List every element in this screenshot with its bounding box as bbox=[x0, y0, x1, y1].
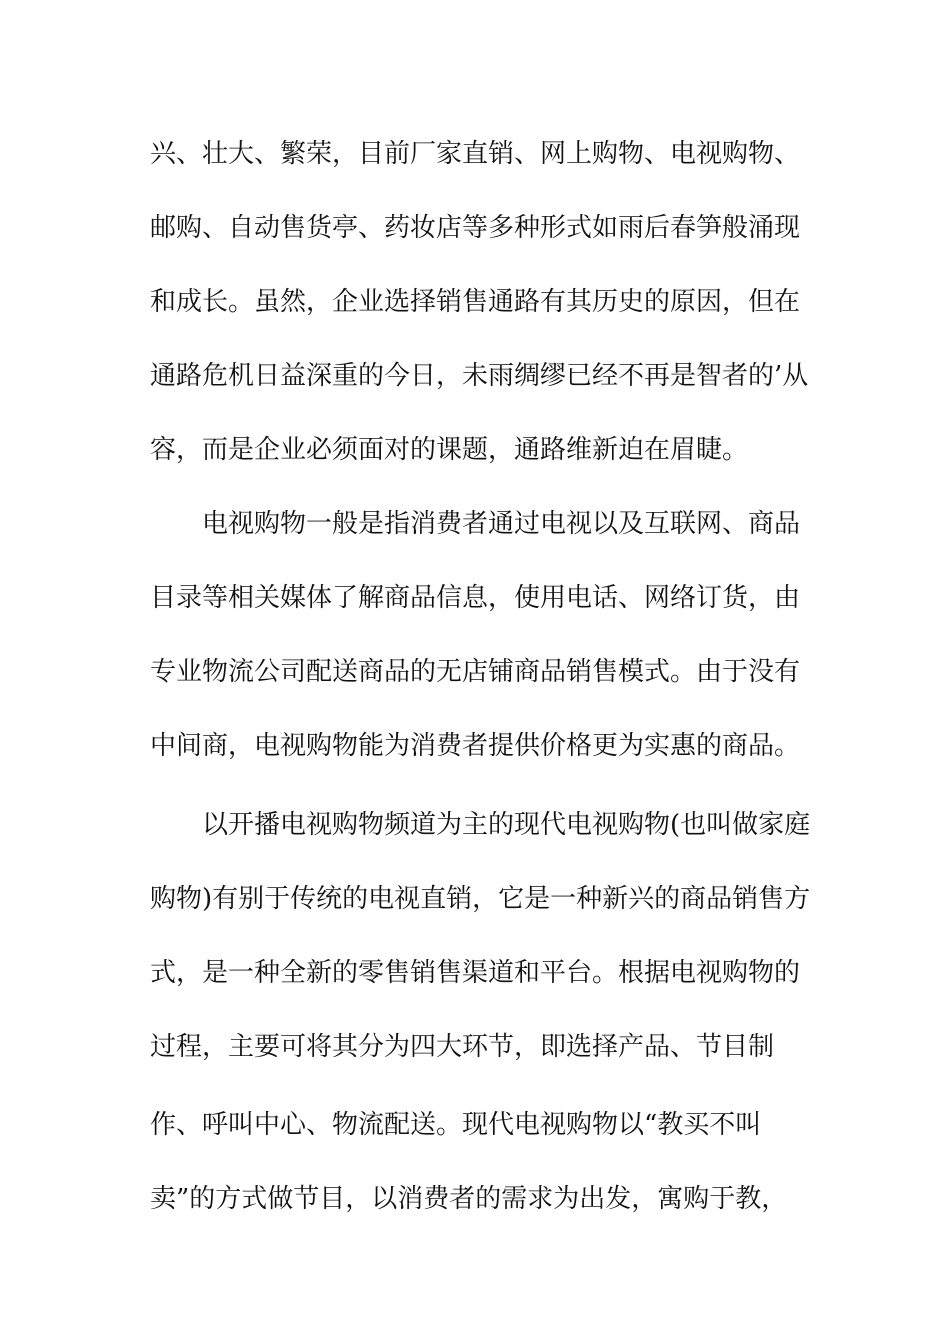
text-line: 购物)有别于传统的电视直销，它是一种新兴的商品销售方 bbox=[150, 884, 811, 914]
text-line: 专业物流公司配送商品的无店铺商品销售模式。由于没有 bbox=[150, 657, 801, 687]
text-line: 中间商，电视购物能为消费者提供价格更为实惠的商品。 bbox=[150, 731, 801, 761]
paragraph-first-line: 电视购物一般是指消费者通过电视以及互联网、商品 bbox=[202, 509, 801, 539]
text-line: 通路危机日益深重的今日，未雨绸缪已经不再是智者的’从 bbox=[150, 361, 809, 391]
text-line: 兴、壮大、繁荣，目前厂家直销、网上购物、电视购物、 bbox=[150, 139, 801, 169]
text-line: 式，是一种全新的零售销售渠道和平台。根据电视购物的 bbox=[150, 958, 801, 988]
text-line: 邮购、自动售货亭、药妆店等多种形式如雨后春笋般涌现 bbox=[150, 213, 801, 243]
text-line: 容，而是企业必须面对的课题，通路维新迫在眉睫。 bbox=[150, 435, 749, 465]
text-line: 目录等相关媒体了解商品信息，使用电话、网络订货，由 bbox=[150, 583, 801, 613]
text-line: 卖”的方式做节目，以消费者的需求为出发，寓购于教， bbox=[150, 1184, 788, 1214]
text-line: 过程，主要可将其分为四大环节，即选择产品、节目制 bbox=[150, 1032, 775, 1062]
text-line: 作、呼叫中心、物流配送。现代电视购物以“教买不叫 bbox=[150, 1110, 762, 1140]
text-line: 和成长。虽然，企业选择销售通路有其历史的原因，但在 bbox=[150, 287, 801, 317]
paragraph-first-line: 以开播电视购物频道为主的现代电视购物(也叫做家庭 bbox=[202, 810, 811, 840]
